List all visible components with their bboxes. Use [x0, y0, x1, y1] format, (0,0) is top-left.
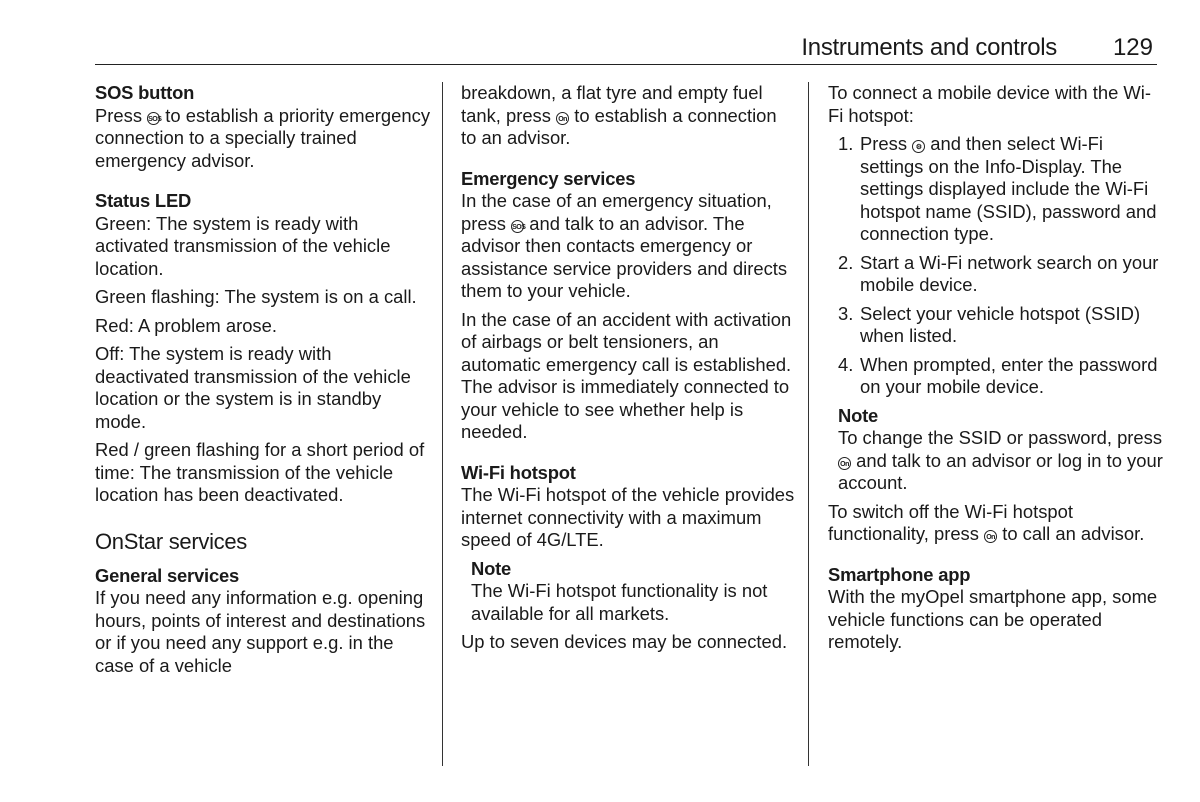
- note-text: To change the SSID or password, press On and talk to an advisor or log in to your account.: [838, 427, 1163, 493]
- onstar-services-heading: OnStar services: [95, 528, 247, 554]
- sos-heading: SOS button: [95, 82, 195, 103]
- section-title: Instruments and controls: [801, 34, 1057, 61]
- devices-paragraph: Up to seven devices may be connected.: [461, 631, 788, 652]
- onstar-button-icon: On: [556, 112, 569, 125]
- steps-list: [828, 133, 1163, 399]
- list-item: 3. Select your vehicle hotspot (SSID) when listed.: [838, 302, 1141, 346]
- column-1: [95, 82, 430, 683]
- note-heading: Note: [471, 557, 512, 579]
- led-red: Red: A problem arose.: [95, 314, 277, 336]
- general-services-text: If you need any information e.g. opening hours, points of interest and destinations or if you need any support e.g. in the case of a vehicle: [95, 587, 426, 676]
- list-item: 1. Press ⚙ and then select Wi-Fi settings on the Info-Display. The settings displayed include the Wi-Fi hotspot name (SSID), password and connection type.: [838, 133, 1157, 244]
- note-box: [461, 558, 796, 626]
- onstar-button-icon: On: [984, 530, 997, 543]
- column-divider-left: [442, 82, 443, 766]
- accident-paragraph: In the case of an accident with activation of airbags or belt tensioners, an automatic emergency call is established. The advisor is immediately connected to your vehicle to see whether help is needed.: [461, 308, 792, 442]
- led-green: Green: The system is ready with activated transmission of the vehicle location.: [95, 212, 391, 279]
- continued-paragraph: breakdown, a flat tyre and empty fuel tank, press On to establish a connection to an advisor.: [461, 82, 777, 148]
- wifi-hotspot-heading: Wi-Fi hotspot: [461, 461, 576, 483]
- page-header: [95, 30, 1157, 65]
- sos-paragraph: Press SOS to establish a priority emergency connection to a specially trained emergency advisor.: [95, 104, 431, 171]
- note-text: The Wi-Fi hotspot functionality is not available for all markets.: [471, 580, 768, 624]
- emergency-paragraph: In the case of an emergency situation, press SOS and talk to an advisor. The advisor then contacts emergency or assistance service providers and directs them to your vehicle.: [461, 190, 788, 301]
- note-box: [828, 405, 1163, 495]
- list-item: 4. When prompted, enter the password on your mobile device.: [838, 353, 1158, 397]
- sos-button-icon: SOS: [147, 112, 160, 125]
- switch-off-paragraph: To switch off the Wi-Fi hotspot functionality, press On to call an advisor.: [828, 500, 1145, 544]
- general-services-heading: General services: [95, 564, 240, 586]
- note-heading: Note: [838, 404, 879, 426]
- settings-button-icon: ⚙: [912, 140, 925, 153]
- status-led-heading: Status LED: [95, 190, 192, 211]
- led-off: Off: The system is ready with deactivated transmission of the vehicle location or the system is in standby mode.: [95, 343, 411, 432]
- wifi-paragraph: The Wi-Fi hotspot of the vehicle provides internet connectivity with a maximum speed of 4G/LTE.: [461, 484, 795, 550]
- list-item: 2. Start a Wi-Fi network search on your mobile device.: [838, 251, 1159, 295]
- column-3: [828, 82, 1163, 660]
- column-divider-right: [808, 82, 809, 766]
- column-2: [461, 82, 796, 660]
- emergency-services-heading: Emergency services: [461, 167, 636, 189]
- sos-button-icon: SOS: [511, 220, 524, 233]
- smartphone-app-text: With the myOpel smartphone app, some vehicle functions can be operated remotely.: [828, 586, 1158, 652]
- led-green-flashing: Green flashing: The system is on a call.: [95, 286, 417, 307]
- smartphone-app-heading: Smartphone app: [828, 563, 971, 585]
- led-red-green: Red / green flashing for a short period of time: The transmission of the vehicle location has been deactivated.: [95, 439, 425, 505]
- onstar-button-icon: On: [838, 457, 851, 470]
- connect-intro: To connect a mobile device with the Wi-Fi hotspot:: [828, 82, 1152, 126]
- page-number: 129: [1112, 34, 1153, 61]
